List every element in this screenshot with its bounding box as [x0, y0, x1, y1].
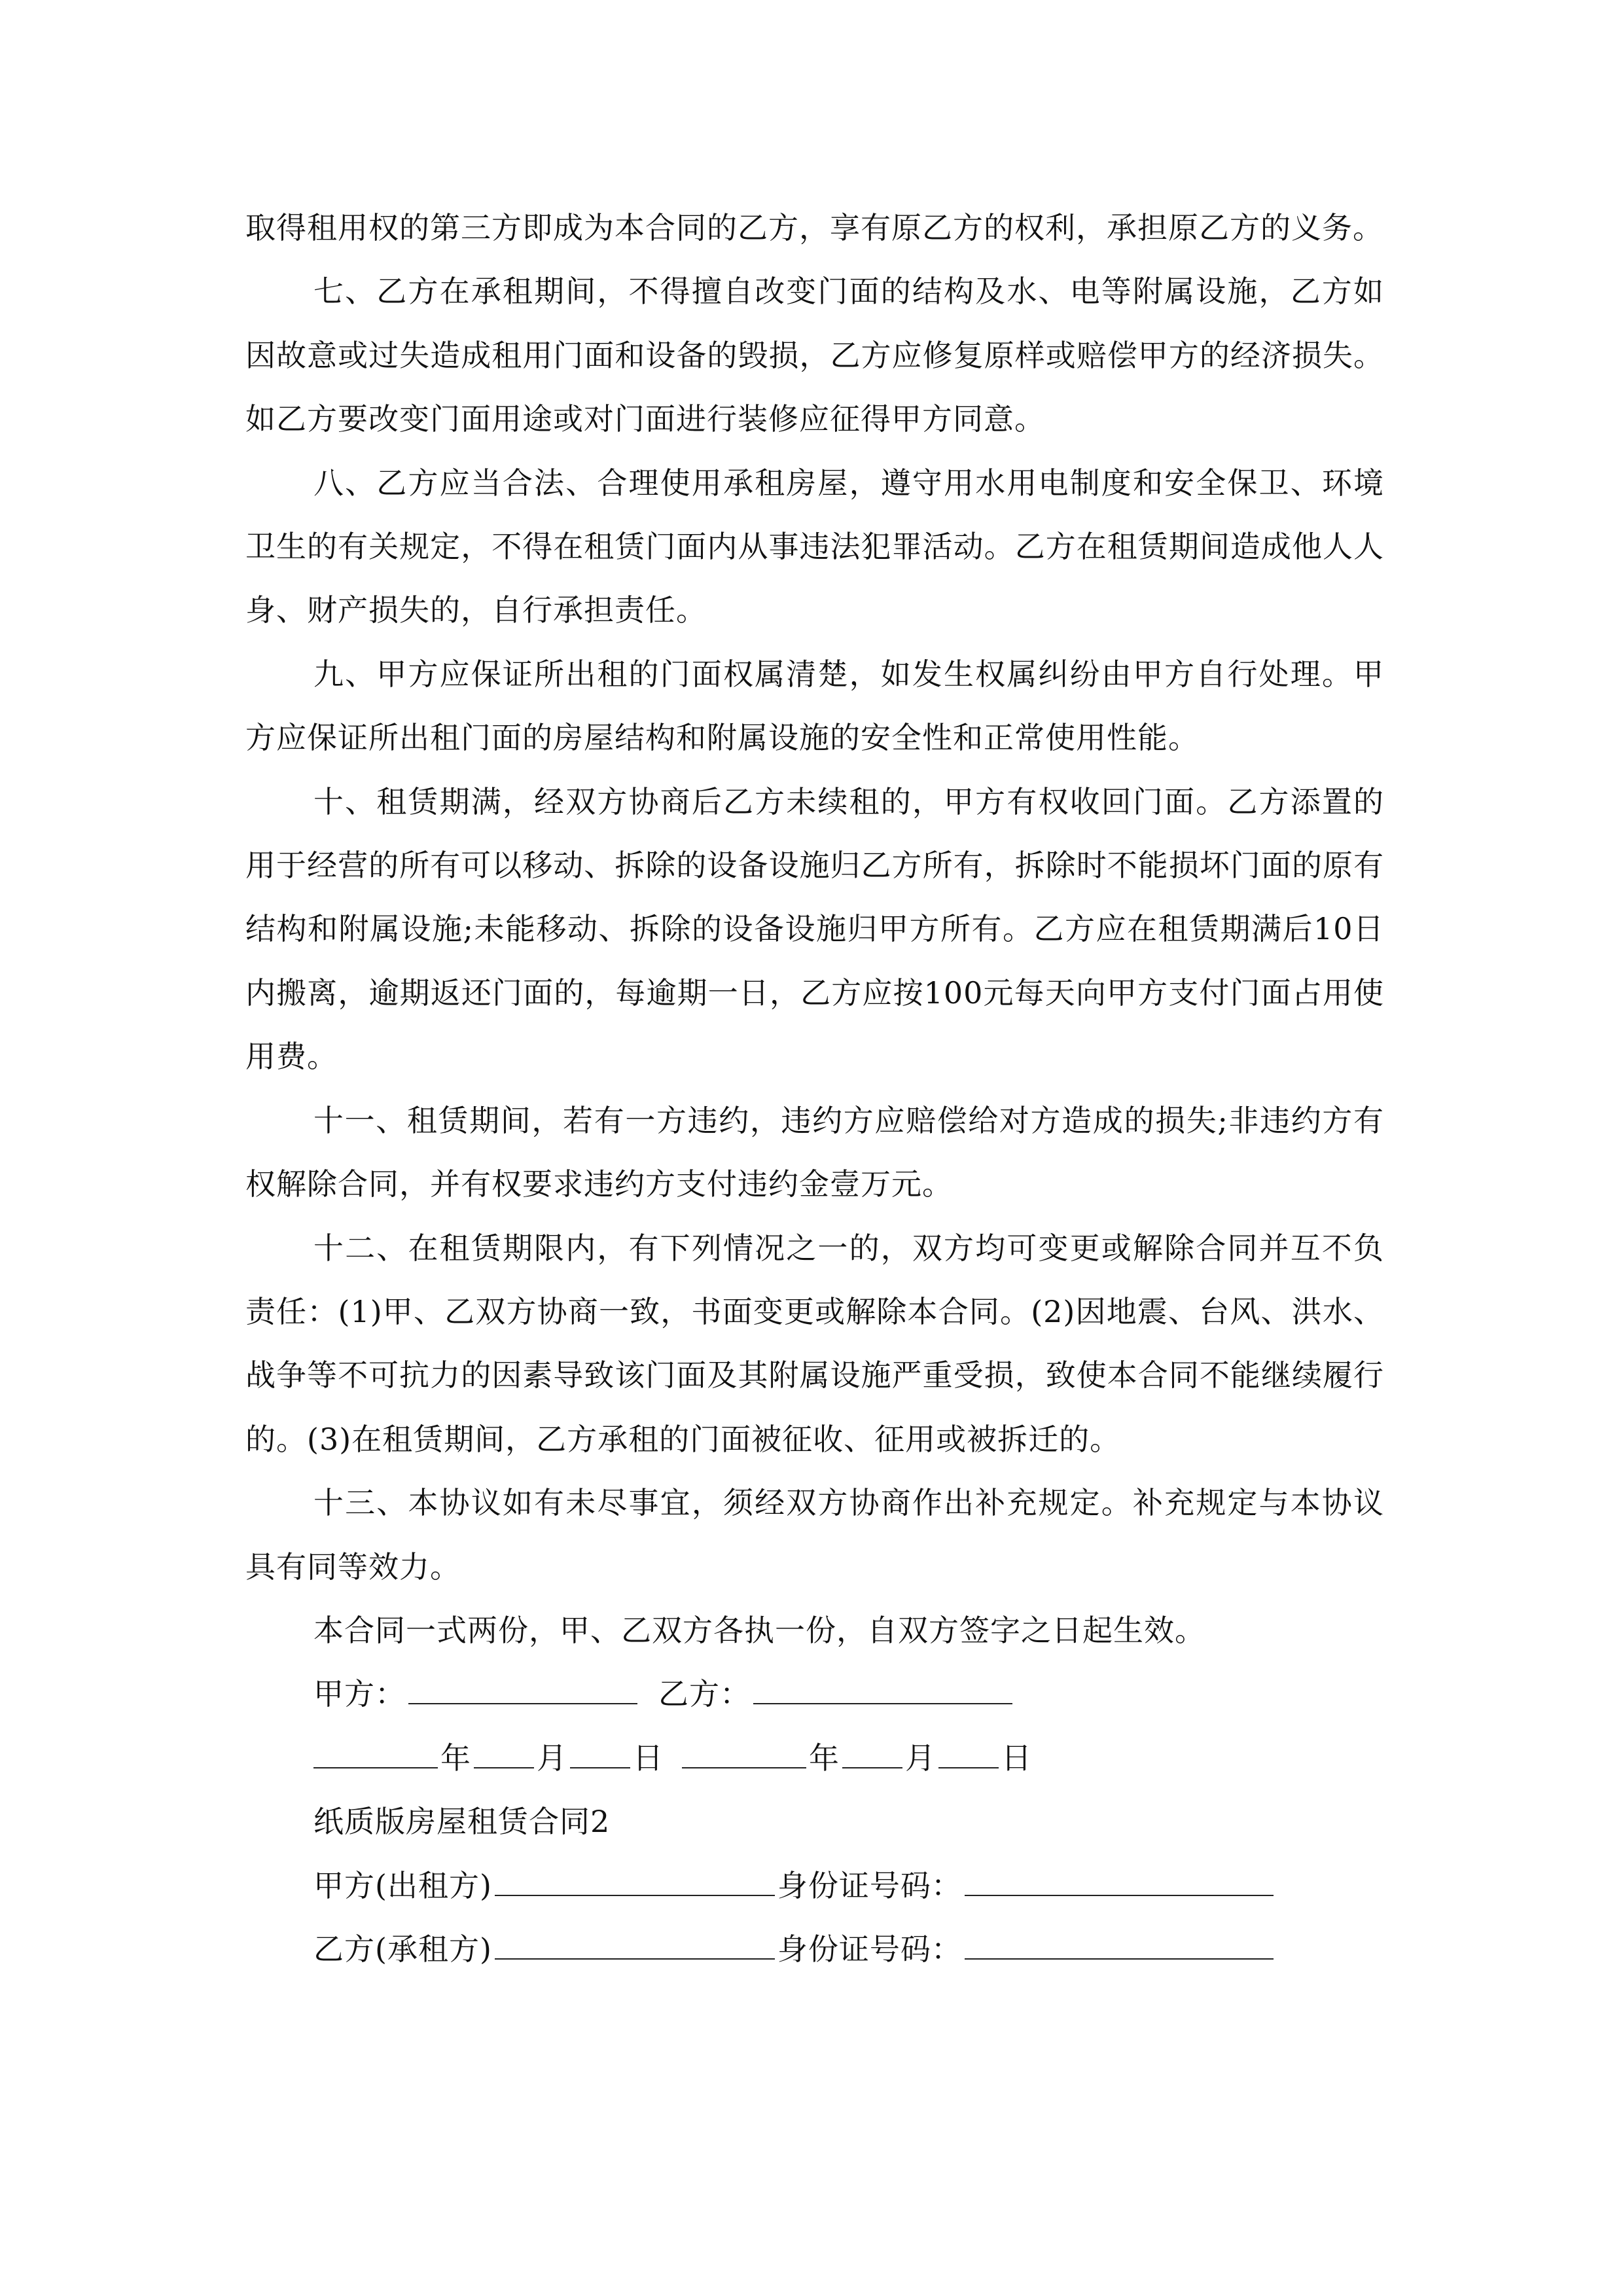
party-b-year-blank[interactable]	[682, 1748, 806, 1768]
party-b-month-blank[interactable]	[842, 1748, 902, 1768]
month-label: 月	[537, 1740, 567, 1776]
lessor-id-label: 身份证号码：	[777, 1867, 962, 1903]
party-b-signature-blank[interactable]	[753, 1683, 1012, 1704]
lessee-line	[245, 1918, 1384, 1981]
lessor-line	[245, 1854, 1384, 1918]
party-b-day-blank[interactable]	[938, 1748, 999, 1768]
year-label-b: 年	[809, 1740, 840, 1776]
paragraph-continuation: 取得租用权的第三方即成为本合同的乙方，享有原乙方的权利，承担原乙方的义务。	[245, 210, 1383, 245]
party-a-label: 甲方：	[313, 1676, 406, 1712]
signature-date-line	[245, 1727, 1384, 1790]
lessor-label: 甲方(出租方)	[313, 1867, 492, 1903]
document-body	[245, 196, 1384, 1981]
day-label: 日	[633, 1740, 664, 1776]
party-b-label: 乙方：	[658, 1676, 751, 1712]
party-a-month-blank[interactable]	[474, 1748, 534, 1768]
lessor-name-blank[interactable]	[495, 1875, 775, 1896]
signature-parties-line	[245, 1662, 1384, 1726]
clause-7: 七、乙方在承租期间，不得擅自改变门面的结构及水、电等附属设施，乙方如因故意或过失造成租用门面和设备的毁损，乙方应修复原样或赔偿甲方的经济损失。如乙方要改变门面用途或对门面进行装修应征得甲方同意。	[245, 274, 1384, 437]
clause-12: 十二、在租赁期限内，有下列情况之一的，双方均可变更或解除合同并互不负责任：(1)甲、乙双方协商一致，书面变更或解除本合同。(2)因地震、台风、洪水、战争等不可抗力的因素导致该门面及其附属设施严重受损，致使本合同不能继续履行的。(3)在租赁期间，乙方承租的门面被征收、征用或被拆迁的。	[245, 1230, 1384, 1457]
clause-8: 八、乙方应当合法、合理使用承租房屋，遵守用水用电制度和安全保卫、环境卫生的有关规定，不得在租赁门面内从事违法犯罪活动。乙方在租赁期间造成他人人身、财产损失的，自行承担责任。	[245, 465, 1384, 628]
month-label-b: 月	[905, 1740, 936, 1776]
clause-13: 十三、本协议如有未尽事宜，须经双方协商作出补充规定。补充规定与本协议具有同等效力。	[245, 1485, 1384, 1585]
day-label-b: 日	[1001, 1740, 1032, 1776]
lessee-id-label: 身份证号码：	[777, 1931, 962, 1967]
contract-2-title: 纸质版房屋租赁合同2	[313, 1804, 611, 1840]
lessee-name-blank[interactable]	[495, 1939, 775, 1960]
lessee-id-blank[interactable]	[965, 1939, 1274, 1960]
lessee-label: 乙方(承租方)	[313, 1931, 492, 1967]
party-a-year-blank[interactable]	[313, 1748, 438, 1768]
clause-9: 九、甲方应保证所出租的门面权属清楚，如发生权属纠纷由甲方自行处理。甲方应保证所出租门面的房屋结构和附属设施的安全性和正常使用性能。	[245, 656, 1384, 756]
clause-10: 十、租赁期满，经双方协商后乙方未续租的，甲方有权收回门面。乙方添置的用于经营的所有可以移动、拆除的设备设施归乙方所有，拆除时不能损坏门面的原有结构和附属设施;未能移动、拆除的设备设施归甲方所有。乙方应在租赁期满后10日内搬离，逾期返还门面的，每逾期一日，乙方应按100元每天向甲方支付门面占用使用费。	[245, 783, 1384, 1075]
party-a-signature-blank[interactable]	[408, 1683, 637, 1704]
year-label: 年	[440, 1740, 471, 1776]
effective-clause: 本合同一式两份，甲、乙双方各执一份，自双方签字之日起生效。	[313, 1612, 1205, 1648]
clause-11: 十一、租赁期间，若有一方违约，违约方应赔偿给对方造成的损失;非违约方有权解除合同，并有权要求违约方支付违约金壹万元。	[245, 1102, 1384, 1202]
party-a-day-blank[interactable]	[570, 1748, 630, 1768]
lessor-id-blank[interactable]	[965, 1875, 1274, 1896]
